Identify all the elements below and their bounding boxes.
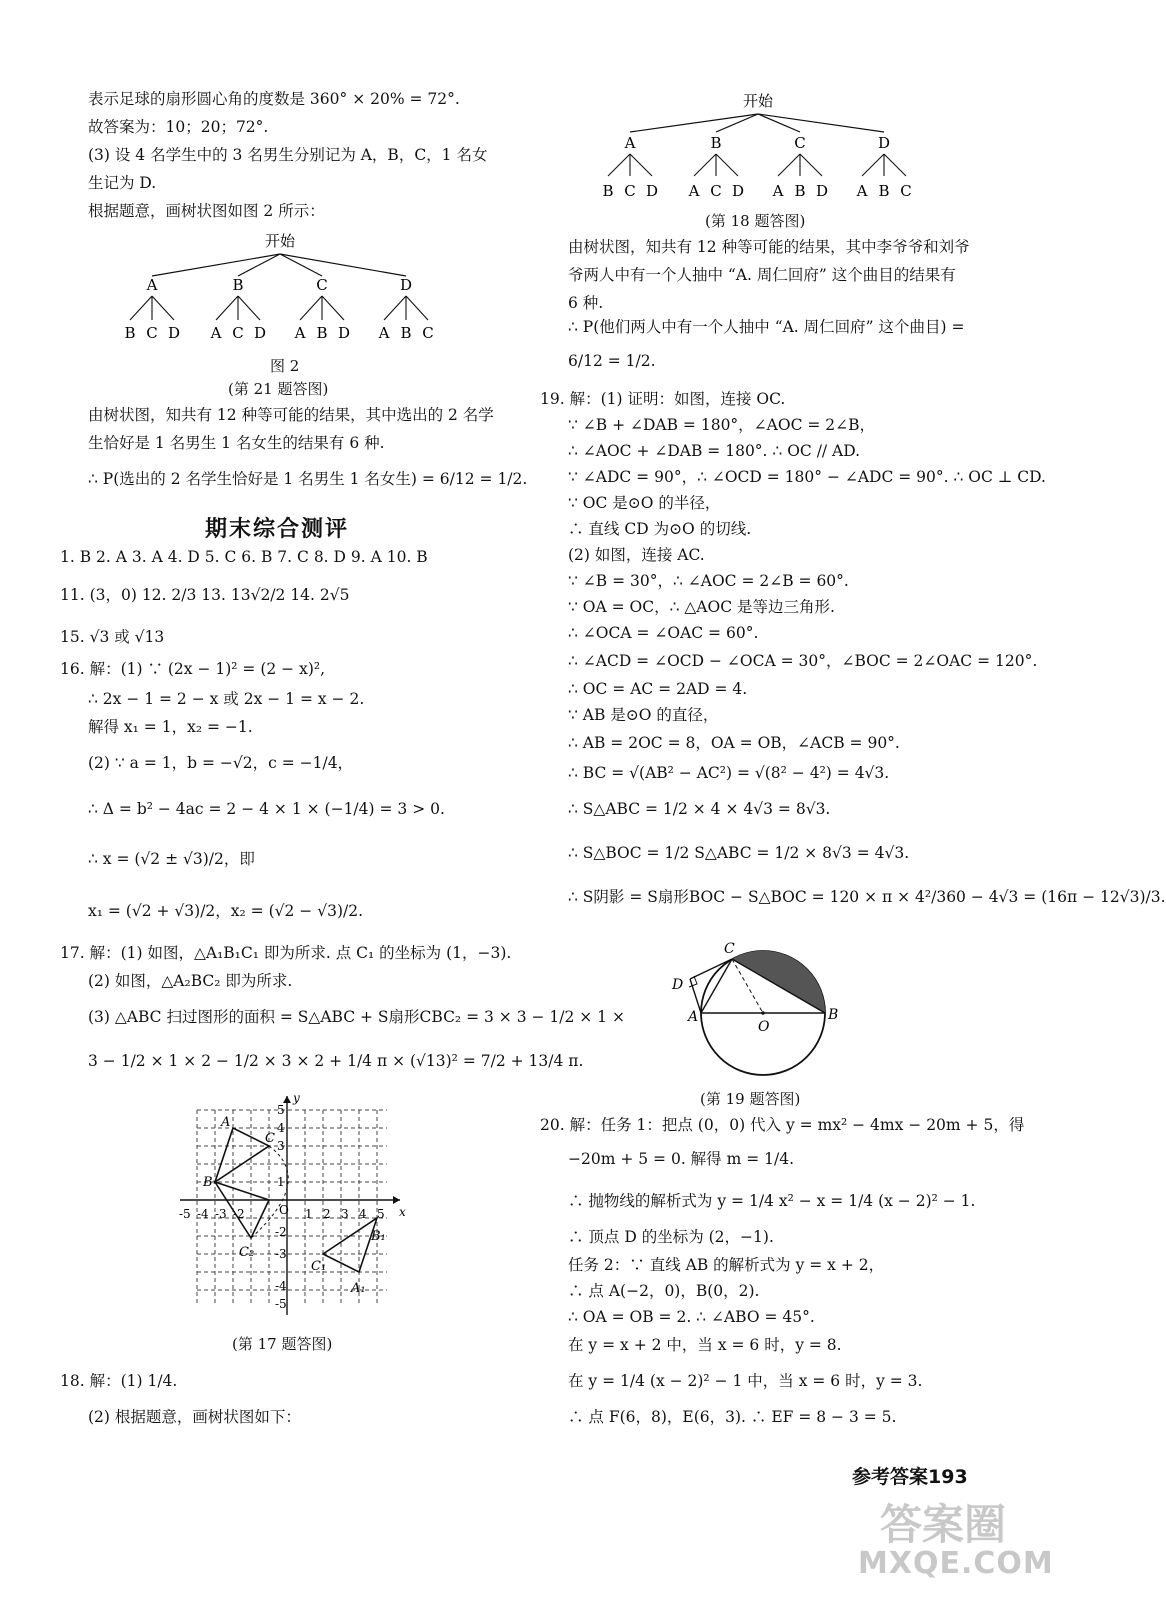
tree-leaf: C [624,182,636,200]
svg-text:1: 1 [277,1175,285,1189]
svg-text:4: 4 [359,1207,367,1221]
footer-label: 参考答案 [852,1466,929,1488]
answer-line: ∴ 抛物线的解析式为 y = 1/4 x² − x = 1/4 (x − 2)² − 1. [568,1192,976,1210]
answer-line: ∴ 顶点 D 的坐标为 (2，−1). [568,1228,774,1246]
answer-line: ∴ S阴影 = S扇形BOC − S△BOC = 120 × π × 4²/360 − 4√3 = (16π − 12√3)/3. [568,888,1166,906]
tree-leaf: C [232,324,244,342]
answer-line: (2) 如图，△A₂BC₂ 即为所求. [88,972,293,990]
text-line: 爷两人中有一个人抽中 “A. 周仁回府” 这个曲目的结果有 [568,266,956,284]
section-heading: 期末综合测评 [205,517,350,542]
svg-text:-2: -2 [275,1225,287,1239]
answer-line: 3 − 1/2 × 1 × 2 − 1/2 × 3 × 2 + 1/4 π × (√13)² = 7/2 + 13/4 π. [88,1052,584,1070]
text-line: 6 种. [568,294,604,312]
page-footer [852,1462,968,1489]
answer-line: 11. (3，0) 12. 2/3 13. 13√2/2 14. 2√5 [60,586,350,604]
tree-node-c: C [794,134,806,152]
figure-caption: (第 18 题答图) [705,212,806,230]
tree-node-d: D [877,134,891,152]
answer-line: ∴ ∠AOC + ∠DAB = 180°. ∴ OC // AD. [568,442,861,460]
answer-line: ∵ OC 是⊙O 的半径， [568,494,721,512]
text-line: 根据题意，画树状图如图 2 所示： [88,202,325,220]
tree-leaf: D [815,182,829,200]
answer-line: ∴ Δ = b² − 4ac = 2 − 4 × 1 × (−1/4) = 3 > 0. [88,800,445,818]
figure-caption: (第 21 题答图) [228,380,329,398]
answer-line: ∴ 2x − 1 = 2 − x 或 2x − 1 = x − 2. [88,690,365,708]
answer-line: −20m + 5 = 0. 解得 m = 1/4. [568,1150,795,1168]
tree-leaf: C [900,182,912,200]
svg-text:A₁: A₁ [351,1281,366,1296]
svg-text:C₁: C₁ [311,1259,327,1274]
answer-line: 20. 解：任务 1：把点 (0，0) 代入 y = mx² − 4mx − 20m + 5，得 [540,1116,1025,1134]
svg-text:-4: -4 [275,1279,287,1293]
svg-text:-2: -2 [233,1207,245,1221]
circle-diagram-fig19 [668,935,848,1085]
tree-root: 开始 [742,92,774,110]
page-number: 193 [928,1466,968,1488]
answer-line: ∵ ∠B + ∠DAB = 180°，∠AOC = 2∠B， [568,416,876,434]
answer-line: (3) △ABC 扫过图形的面积 = S△ABC + S扇形CBC₂ = 3 × 3 − 1/2 × 1 × [88,1008,625,1026]
answer-line: ∴ 点 F(6，8)，E(6，3). ∴ EF = 8 − 3 = 5. [568,1408,897,1426]
tree-leaf: B [316,324,328,342]
svg-text:1: 1 [305,1207,313,1221]
answer-line: 19. 解：(1) 证明：如图，连接 OC. [540,390,786,408]
answer-line: (2) ∵ a = 1，b = −√2，c = −1/4， [88,754,354,772]
text-line: 生恰好是 1 名男生 1 名女生的结果有 6 种. [88,434,385,452]
tree-leaf: C [146,324,158,342]
answer-line: 在 y = x + 2 中，当 x = 6 时，y = 8. [568,1336,842,1354]
tree-leaf: D [645,182,659,200]
coordinate-grid-fig17 [175,1090,415,1320]
svg-text:3: 3 [277,1139,285,1153]
figure-caption: (第 17 题答图) [232,1335,333,1353]
answer-line: ∴ 直线 CD 为⊙O 的切线. [568,520,752,538]
svg-text:B₁: B₁ [371,1229,386,1244]
svg-text:-4: -4 [197,1207,209,1221]
tree-leaf: A [688,182,700,200]
svg-text:B: B [203,1175,213,1190]
answer-line: x₁ = (√2 + √3)/2，x₂ = (√2 − √3)/2. [88,902,364,920]
text-line: ∴ P(选出的 2 名学生恰好是 1 名男生 1 名女生) = 6/12 = 1/2. [88,470,528,488]
text-line: 6/12 = 1/2. [568,352,656,370]
tree-leaf: B [878,182,890,200]
svg-text:D: D [672,977,684,993]
svg-text:4: 4 [277,1121,285,1135]
answer-line: ∴ x = (√2 ± √3)/2，即 [88,850,255,868]
tree-leaf: B [602,182,614,200]
answer-line: 17. 解：(1) 如图，△A₁B₁C₁ 即为所求. 点 C₁ 的坐标为 (1，−3). [60,944,512,962]
svg-text:2: 2 [323,1207,331,1221]
tree-leaf: D [731,182,745,200]
text-line: 由树状图，知共有 12 种等可能的结果，其中李爷爷和刘爷 [568,238,970,256]
answer-line: ∴ S△BOC = 1/2 S△ABC = 1/2 × 8√3 = 4√3. [568,844,910,862]
tree-node-a: A [146,276,158,294]
text-line: ∴ P(他们两人中有一个人抽中 “A. 周仁回府” 这个曲目) = [568,318,965,336]
tree-node-b: B [232,276,244,294]
answer-line: (2) 如图，连接 AC. [568,546,705,564]
answer-line: ∴ AB = 2OC = 8，OA = OB，∠ACB = 90°. [568,734,900,752]
svg-text:-5: -5 [179,1207,191,1221]
answer-line: ∴ 点 A(−2，0)，B(0，2). [568,1282,760,1300]
tree-leaf: D [167,324,181,342]
svg-text:C₂: C₂ [239,1245,255,1260]
watermark-logo: 答案圈 [880,1500,1007,1549]
svg-text:3: 3 [341,1207,349,1221]
svg-text:-3: -3 [215,1207,227,1221]
answer-line: ∴ S△ABC = 1/2 × 4 × 4√3 = 8√3. [568,800,831,818]
answer-line: ∴ OC = AC = 2AD = 4. [568,680,748,698]
answer-line: 16. 解：(1) ∵ (2x − 1)² = (2 − x)², [60,660,326,678]
svg-text:A: A [688,1009,699,1025]
svg-text:-5: -5 [275,1297,287,1311]
answer-line: 18. 解：(1) 1/4. [60,1372,178,1390]
answer-line: ∴ OA = OB = 2. ∴ ∠ABO = 45°. [568,1308,815,1326]
tree-leaf: B [400,324,412,342]
tree-node-c: C [316,276,328,294]
text-line: 由树状图，知共有 12 种等可能的结果，其中选出的 2 名学 [88,406,494,424]
svg-text:5: 5 [277,1103,285,1117]
answer-line: 1. B 2. A 3. A 4. D 5. C 6. B 7. C 8. D 9. A 10. B [60,548,428,566]
tree-leaf: B [124,324,136,342]
answer-line: ∵ ∠B = 30°，∴ ∠AOC = 2∠B = 60°. [568,572,849,590]
answer-line: ∴ ∠OCA = ∠OAC = 60°. [568,624,759,642]
answer-line: 15. √3 或 √13 [60,628,165,646]
tree-leaf: A [856,182,868,200]
tree-leaf: A [772,182,784,200]
figure-label: 图 2 [270,357,300,375]
tree-diagram-fig2 [110,228,470,350]
answer-line: ∵ ∠ADC = 90°，∴ ∠OCD = 180° − ∠ADC = 90°. ∴ OC ⊥ CD. [568,468,1046,486]
svg-text:-3: -3 [275,1247,287,1261]
tree-leaf: D [253,324,267,342]
tree-node-d: D [399,276,413,294]
svg-text:y: y [293,1091,300,1105]
answer-line: 解得 x₁ = 1，x₂ = −1. [88,718,253,736]
svg-text:O: O [279,1203,289,1217]
text-line: 故答案为：10；20；72°. [88,118,269,136]
figure-caption: (第 19 题答图) [700,1090,801,1108]
tree-leaf: B [794,182,806,200]
text-line: (3) 设 4 名学生中的 3 名男生分别记为 A，B，C，1 名女 [88,146,488,164]
answer-line: (2) 根据题意，画树状图如下： [88,1408,301,1426]
answer-line: ∴ ∠ACD = ∠OCD − ∠OCA = 30°，∠BOC = 2∠OAC = 120°. [568,652,1038,670]
svg-text:O: O [758,1019,770,1035]
answer-line: ∵ OA = OC，∴ △AOC 是等边三角形. [568,598,835,616]
tree-leaf: A [294,324,306,342]
tree-node-b: B [710,134,722,152]
answer-line: ∵ AB 是⊙O 的直径， [568,706,719,724]
svg-text:C: C [724,941,735,957]
tree-diagram-fig18 [588,88,948,206]
text-line: 生记为 D. [88,174,157,192]
tree-root: 开始 [264,232,296,250]
tree-leaf: D [337,324,351,342]
svg-text:A: A [221,1115,231,1130]
svg-text:x: x [399,1205,406,1219]
answer-line: 在 y = 1/4 (x − 2)² − 1 中，当 x = 6 时，y = 3. [568,1372,923,1390]
svg-text:C: C [265,1131,275,1146]
answer-line: 任务 2：∵ 直线 AB 的解析式为 y = x + 2， [568,1256,885,1274]
tree-leaf: A [210,324,222,342]
watermark-site: MXQE.COM [858,1546,1054,1581]
answer-line: ∴ BC = √(AB² − AC²) = √(8² − 4²) = 4√3. [568,764,890,782]
tree-leaf: C [710,182,722,200]
tree-node-a: A [624,134,636,152]
text-line: 表示足球的扇形圆心角的度数是 360° × 20% = 72°. [88,90,460,108]
tree-leaf: C [422,324,434,342]
svg-text:B: B [828,1007,839,1023]
tree-leaf: A [378,324,390,342]
svg-text:5: 5 [377,1207,385,1221]
